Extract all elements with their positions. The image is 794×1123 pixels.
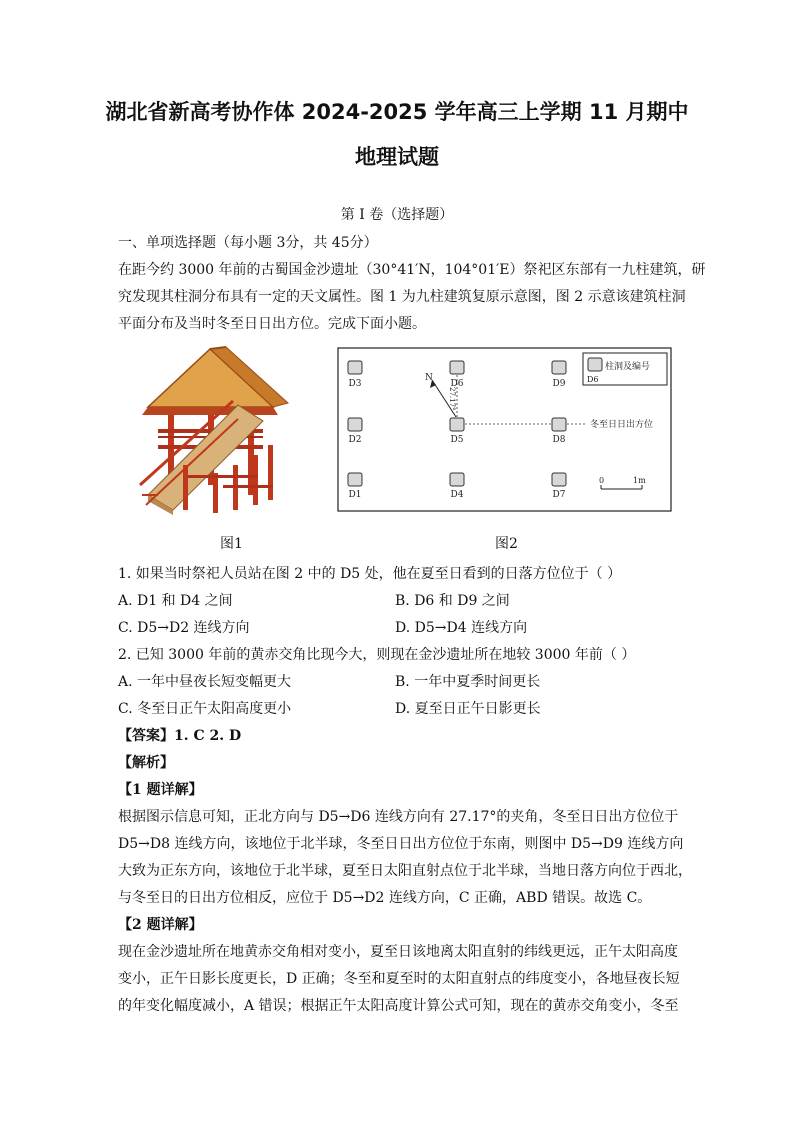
detail1-text-line: 与冬至日的日出方位相反，应位于 D5→D2 连线方向，C 正确，ABD 错误。故选 C。: [118, 890, 652, 906]
question1-stem: 1. 如果当时祭祀人员站在图 2 中的 D5 处，他在夏至日看到的日落方位位于（ ）: [118, 566, 622, 582]
pillar-label: D9: [552, 379, 566, 389]
pillar-d9: [552, 361, 566, 374]
pillar-d2: [348, 418, 362, 431]
figure2-pillar-plan: [337, 347, 673, 513]
answer-line: 【答案】1. C 2. D: [118, 728, 242, 744]
section-heading: 第 I 卷（选择题）: [340, 207, 454, 223]
pillar-label: D4: [450, 490, 464, 500]
legend-label: 柱洞及编号: [605, 362, 651, 372]
pillar-d1: [348, 473, 362, 486]
figure1-building-illustration: [128, 345, 293, 515]
detail2-heading: 【2 题详解】: [118, 917, 203, 933]
detail1-text-line: D5→D8 连线方向，该地位于北半球，冬至日日出方位位于东南，则图中 D5→D9 连线方向: [118, 836, 684, 852]
figure2-caption: 图2: [495, 536, 518, 552]
pillar-label: D3: [348, 379, 362, 389]
detail2-text-line: 变小，正午日影长度更长，D 正确；冬至和夏至时的太阳直射点的纬度变小，各地昼夜长短: [118, 971, 680, 987]
pillar-label: D2: [348, 435, 362, 445]
question2-stem: 2. 已知 3000 年前的黄赤交角比现今大，则现在金沙遗址所在地较 3000 年前（ ）: [118, 647, 636, 663]
paper-title-line1: 湖北省新高考协作体 2024-2025 学年高三上学期 11 月期中: [105, 100, 689, 124]
paper-title-line2: 地理试题: [355, 145, 439, 169]
pillar-label: D7: [552, 490, 566, 500]
pillar-d7: [552, 473, 566, 486]
pillar-d6: [450, 361, 464, 374]
north-label: N: [425, 373, 433, 383]
intro-line: 平面分布及当时冬至日日出方位。完成下面小题。: [118, 316, 426, 332]
scale-end: 1m: [633, 476, 646, 485]
detail1-text-line: 大致为正东方向，该地位于北半球，夏至日太阳直射点位于北半球，当地日落方向位于西北，: [118, 863, 692, 879]
pillar-d4: [450, 473, 464, 486]
pillar-d8: [552, 418, 566, 431]
pillar-label: D5: [450, 435, 464, 445]
detail2-text-line: 的年变化幅度减小，A 错误；根据正午太阳高度计算公式可知，现在的黄赤交角变小，冬至: [118, 998, 679, 1014]
question2-option-b: B. 一年中夏季时间更长: [395, 674, 541, 690]
angle-label: 27.17°: [448, 387, 456, 411]
scale-start: 0: [599, 476, 605, 485]
question1-option-b: B. D6 和 D9 之间: [395, 593, 510, 609]
intro-line: 究发现其柱洞分布具有一定的天文属性。图 1 为九柱建筑复原示意图，图 2 示意该建筑柱洞: [118, 289, 686, 305]
intro-line: 在距今约 3000 年前的古蜀国金沙遗址（30°41′N，104°01′E）祭祀区东部有一九柱建筑，研: [118, 262, 706, 278]
pillar-label: D1: [348, 490, 362, 500]
analysis-heading: 【解析】: [118, 755, 174, 771]
pillar-d5: [450, 418, 464, 431]
sunrise-label: 冬至日日出方位: [590, 420, 654, 430]
pillar-label: D8: [552, 435, 566, 445]
detail2-text-line: 现在金沙遗址所在地黄赤交角相对变小，夏至日该地离太阳直射的纬线更远，正午太阳高度: [118, 944, 678, 960]
question1-option-d: D. D5→D4 连线方向: [395, 620, 528, 636]
pillar-d3: [348, 361, 362, 374]
question2-option-d: D. 夏至日正午日影更长: [395, 701, 541, 717]
question1-option-a: A. D1 和 D4 之间: [118, 593, 233, 609]
part1-heading: 一、单项选择题（每小题 3分，共 45分）: [118, 235, 378, 251]
pillar-label: D6: [450, 379, 464, 389]
figure1-caption: 图1: [220, 536, 243, 552]
detail1-text-line: 根据图示信息可知，正北方向与 D5→D6 连线方向有 27.17°的夹角，冬至日日出方位位于: [118, 809, 679, 825]
question1-option-c: C. D5→D2 连线方向: [118, 620, 250, 636]
legend-sample-label: D6: [587, 375, 599, 384]
detail1-heading: 【1 题详解】: [118, 782, 203, 798]
question2-option-c: C. 冬至日正午太阳高度更小: [118, 701, 292, 717]
question2-option-a: A. 一年中昼夜长短变幅更大: [118, 674, 292, 690]
